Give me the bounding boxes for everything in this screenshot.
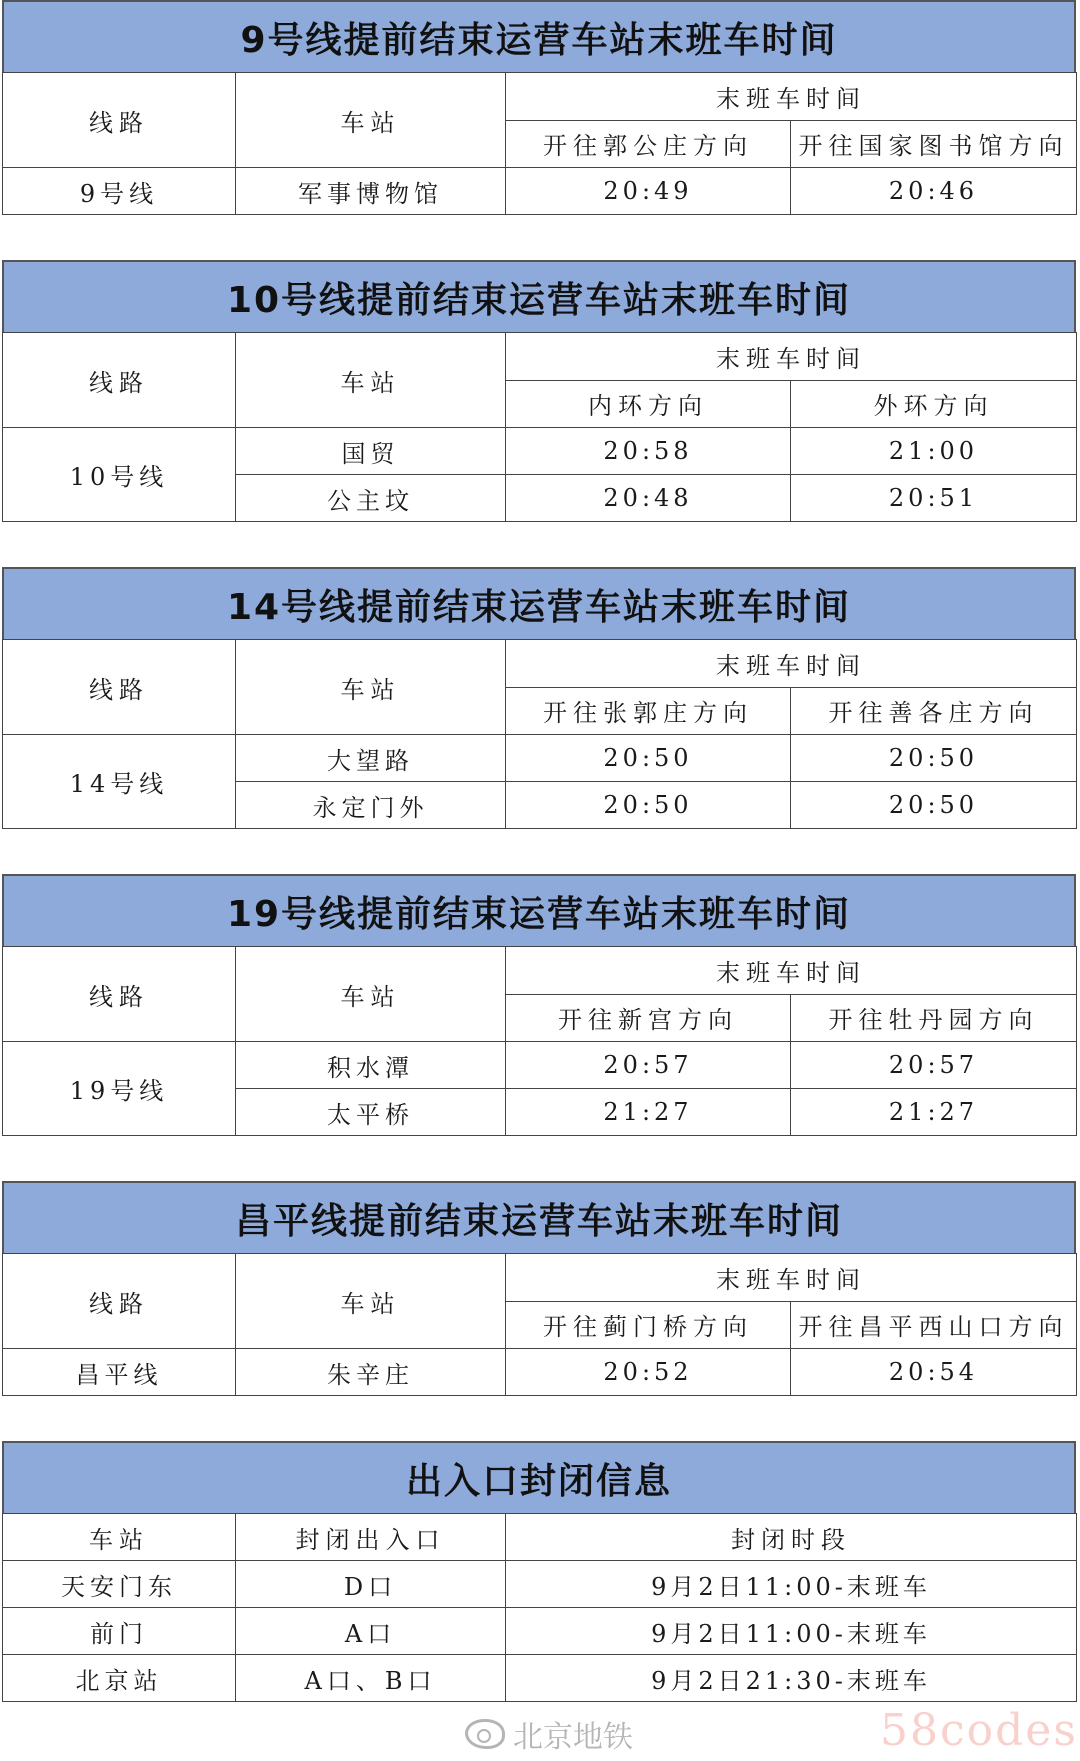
site-watermark: 58codes — [880, 1705, 1078, 1756]
cell-station: 国贸 — [236, 428, 506, 475]
header-direction-1: 开往郭公庄方向 — [506, 120, 791, 168]
cell-station: 北京站 — [3, 1655, 236, 1702]
header-line: 线路 — [3, 947, 236, 1042]
cell-station: 积水潭 — [236, 1042, 506, 1089]
header-direction-1: 内环方向 — [506, 380, 791, 428]
cell-station: 前门 — [3, 1608, 236, 1655]
header-direction-2: 开往国家图书馆方向 — [791, 120, 1077, 168]
cell-time-2: 20:51 — [791, 475, 1077, 522]
closure-table — [2, 1513, 1077, 1702]
header-period: 封闭时段 — [506, 1514, 1077, 1561]
section-line14 — [2, 567, 1076, 829]
cell-station: 天安门东 — [3, 1561, 236, 1608]
cell-station: 军事博物馆 — [236, 168, 506, 215]
section-changping — [2, 1181, 1076, 1396]
weibo-icon — [465, 1719, 505, 1749]
header-station: 车站 — [3, 1514, 236, 1561]
header-direction-1: 开往蓟门桥方向 — [506, 1301, 791, 1349]
cell-line: 19号线 — [3, 1042, 236, 1136]
cell-time-2: 20:57 — [791, 1042, 1077, 1089]
cell-time-1: 20:48 — [506, 475, 791, 522]
header-station: 车站 — [236, 947, 506, 1042]
cell-period: 9月2日21:30-末班车 — [506, 1655, 1077, 1702]
cell-station: 大望路 — [236, 735, 506, 782]
header-line: 线路 — [3, 640, 236, 735]
cell-time-2: 21:27 — [791, 1089, 1077, 1136]
header-line: 线路 — [3, 1254, 236, 1349]
section-title: 出入口封闭信息 — [2, 1441, 1076, 1513]
schedule-table — [2, 639, 1077, 829]
cell-exit: A口、B口 — [236, 1655, 506, 1702]
section-title: 10号线提前结束运营车站末班车时间 — [2, 260, 1076, 332]
cell-exit: A口 — [236, 1608, 506, 1655]
schedule-table — [2, 946, 1077, 1136]
cell-time-1: 20:58 — [506, 428, 791, 475]
cell-line: 9号线 — [3, 168, 236, 215]
header-direction-2: 外环方向 — [791, 380, 1077, 428]
cell-station: 永定门外 — [236, 782, 506, 829]
header-last-train: 末班车时间 — [506, 1254, 1077, 1302]
header-station: 车站 — [236, 640, 506, 735]
section-line19 — [2, 874, 1076, 1136]
header-exit: 封闭出入口 — [236, 1514, 506, 1561]
cell-time-2: 20:50 — [791, 735, 1077, 782]
cell-period: 9月2日11:00-末班车 — [506, 1608, 1077, 1655]
cell-time-2: 20:54 — [791, 1349, 1077, 1396]
cell-station: 太平桥 — [236, 1089, 506, 1136]
cell-time-1: 20:50 — [506, 782, 791, 829]
weibo-watermark — [465, 1712, 633, 1756]
schedule-table — [2, 332, 1077, 522]
header-last-train: 末班车时间 — [506, 640, 1077, 688]
watermark-text: 北京地铁 — [513, 1720, 633, 1755]
schedule-table — [2, 72, 1077, 215]
header-station: 车站 — [236, 73, 506, 168]
cell-time-1: 20:52 — [506, 1349, 791, 1396]
cell-time-1: 20:49 — [506, 168, 791, 215]
schedule-table — [2, 1253, 1077, 1396]
cell-time-1: 20:50 — [506, 735, 791, 782]
cell-time-2: 20:46 — [791, 168, 1077, 215]
header-direction-2: 开往昌平西山口方向 — [791, 1301, 1077, 1349]
header-line: 线路 — [3, 73, 236, 168]
cell-station: 公主坟 — [236, 475, 506, 522]
document — [2, 0, 1076, 1702]
section-title: 9号线提前结束运营车站末班车时间 — [2, 0, 1076, 72]
header-direction-1: 开往张郭庄方向 — [506, 687, 791, 735]
cell-time-2: 20:50 — [791, 782, 1077, 829]
section-title: 19号线提前结束运营车站末班车时间 — [2, 874, 1076, 946]
header-last-train: 末班车时间 — [506, 333, 1077, 381]
header-last-train: 末班车时间 — [506, 73, 1077, 121]
section-title: 昌平线提前结束运营车站末班车时间 — [2, 1181, 1076, 1253]
section-line9 — [2, 0, 1076, 215]
cell-time-1: 20:57 — [506, 1042, 791, 1089]
header-direction-1: 开往新宫方向 — [506, 994, 791, 1042]
cell-period: 9月2日11:00-末班车 — [506, 1561, 1077, 1608]
header-line: 线路 — [3, 333, 236, 428]
cell-line: 14号线 — [3, 735, 236, 829]
section-title: 14号线提前结束运营车站末班车时间 — [2, 567, 1076, 639]
header-station: 车站 — [236, 1254, 506, 1349]
header-last-train: 末班车时间 — [506, 947, 1077, 995]
cell-time-1: 21:27 — [506, 1089, 791, 1136]
section-closures — [2, 1441, 1076, 1702]
header-direction-2: 开往牡丹园方向 — [791, 994, 1077, 1042]
cell-time-2: 21:00 — [791, 428, 1077, 475]
cell-line: 昌平线 — [3, 1349, 236, 1396]
section-line10 — [2, 260, 1076, 522]
header-direction-2: 开往善各庄方向 — [791, 687, 1077, 735]
header-station: 车站 — [236, 333, 506, 428]
cell-exit: D口 — [236, 1561, 506, 1608]
cell-line: 10号线 — [3, 428, 236, 522]
cell-station: 朱辛庄 — [236, 1349, 506, 1396]
